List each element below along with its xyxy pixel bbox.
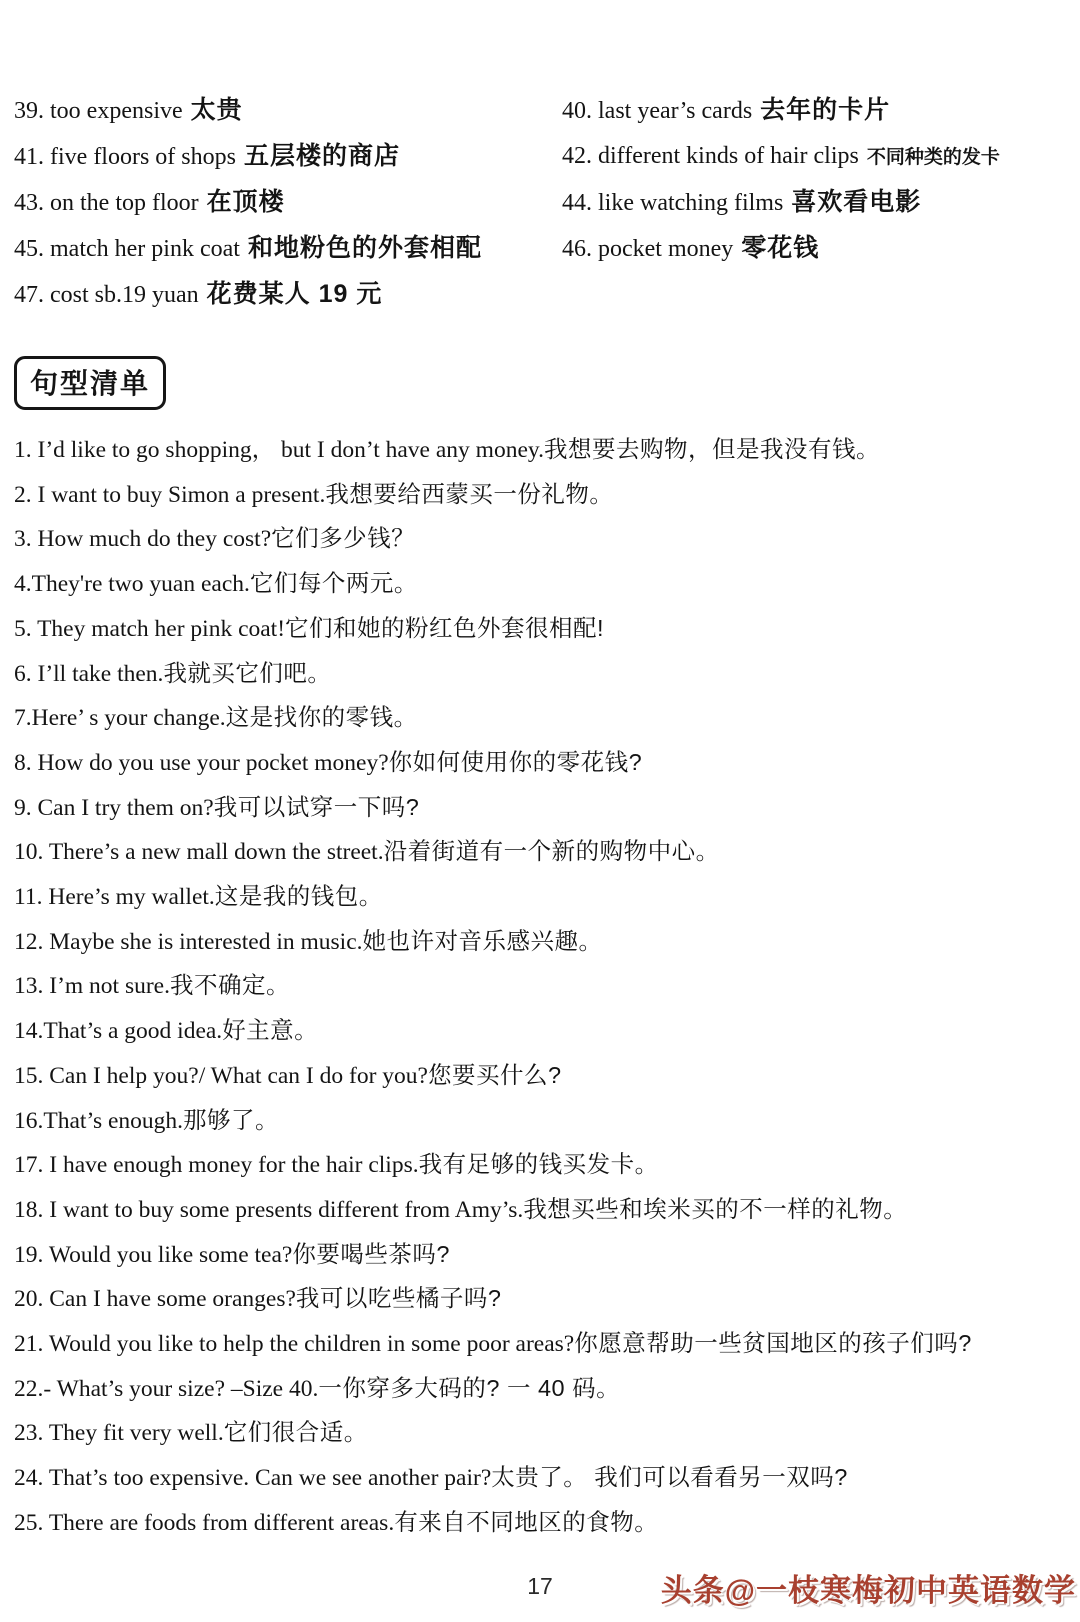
sentence-item: [14, 964, 1062, 1009]
vocab-chinese-text: 和地粉色的外套相配: [247, 234, 482, 262]
vocab-section: [14, 88, 1062, 318]
sentence-chinese-text: 沿着街道有一个新的购物中心。: [383, 838, 720, 865]
sentence-chinese-text: 我可以试穿一下吗?: [213, 793, 420, 820]
sentence-chinese-text: 它们很合适。: [223, 1419, 368, 1446]
vocab-chinese-text: 去年的卡片: [760, 96, 891, 124]
sentence-item: [14, 786, 1062, 831]
sentence-item: [14, 875, 1062, 920]
sentence-chinese-text: 太贵了。 我们可以看看另一双吗?: [491, 1464, 848, 1491]
vocab-chinese-text: 太贵: [190, 96, 243, 124]
sentence-chinese-text: 我可以吃些橘子吗?: [295, 1285, 502, 1312]
vocab-chinese-text: 不同种类的发卡: [866, 147, 1000, 168]
vocab-chinese-text: 喜欢看电影: [791, 188, 922, 216]
sentence-item: [14, 1277, 1062, 1322]
sentence-english-text: 2. I want to buy Simon a present.: [14, 481, 326, 508]
sentence-english-text: 1. I’d like to go shopping， but I don’t have any money.: [14, 437, 544, 463]
sentence-chinese-text: 这是我的钱包。: [214, 883, 383, 910]
sentence-item: [14, 1233, 1062, 1278]
sentence-english-text: 11. Here’s my wallet.: [14, 884, 215, 911]
sentence-item: [14, 1456, 1062, 1501]
sentence-english-text: 21. Would you like to help the children in some poor areas?: [14, 1331, 575, 1358]
sentence-item: [14, 1322, 1062, 1367]
sentence-item: [14, 1411, 1062, 1456]
sentence-chinese-text: 有来自不同地区的食物。: [394, 1508, 659, 1535]
vocab-english-text: 41. five floors of shops: [14, 144, 236, 170]
sentence-english-text: 15. Can I help you?/ What can I do for you?: [14, 1062, 428, 1089]
sentence-english-text: 7.Here’ s your change.: [14, 705, 226, 732]
vocab-item: [14, 226, 562, 272]
sentence-chinese-text: 它们多少钱？: [271, 525, 416, 552]
vocab-english-text: 44. like watching films: [562, 190, 784, 216]
vocab-english-text: 46. pocket money: [562, 236, 734, 262]
sentence-chinese-text: 这是找你的零钱。: [225, 704, 418, 731]
vocab-list-right: [562, 88, 1062, 272]
vocab-english-text: 42. different kinds of hair clips: [562, 143, 859, 169]
sentence-item: [14, 1188, 1062, 1233]
vocab-item: [562, 88, 1062, 134]
sentence-english-text: 24. That’s too expensive. Can we see another pair?: [14, 1465, 492, 1492]
sentence-item: [14, 1143, 1062, 1188]
sentence-item: [14, 1501, 1062, 1546]
vocab-item: [562, 134, 1062, 180]
sentence-item: [14, 652, 1062, 697]
sentence-chinese-text: 我想买些和埃米买的不一样的礼物。: [523, 1195, 908, 1222]
sentence-chinese-text: 我不确定。: [170, 972, 290, 999]
sentence-chinese-text: 她也许对音乐感兴趣。: [362, 927, 603, 954]
section-title-box: [14, 356, 166, 410]
sentence-chinese-text: 它们每个两元。: [249, 570, 418, 597]
sentence-item: [14, 562, 1062, 607]
sentence-english-text: 16.That’s enough.: [14, 1107, 184, 1134]
sentence-chinese-text: 你要喝些茶吗?: [292, 1240, 450, 1267]
sentence-english-text: 9. Can I try them on?: [14, 794, 214, 821]
sentence-item: [14, 741, 1062, 786]
sentence-english-text: 14.That’s a good idea.: [14, 1018, 223, 1045]
vocab-chinese-text: 在顶楼: [206, 188, 285, 216]
vocab-chinese-text: 零花钱: [741, 234, 820, 262]
sentence-english-text: 10. There’s a new mall down the street.: [14, 839, 384, 866]
sentence-chinese-text: 一你穿多大码的? 一 40 码。: [318, 1374, 621, 1401]
sentence-chinese-text: 它们和她的粉红色外套很相配!: [285, 614, 605, 641]
vocab-english-text: 40. last year’s cards: [562, 98, 753, 124]
sentence-chinese-text: 那够了。: [183, 1106, 280, 1133]
sentence-item: [14, 696, 1062, 741]
sentence-english-text: 18. I want to buy some presents different from Amy’s.: [14, 1196, 524, 1223]
vocab-item: [562, 226, 1062, 272]
sentence-item: [14, 830, 1062, 875]
sentence-item: [14, 473, 1062, 518]
vocab-list-left: [14, 88, 562, 318]
vocab-item: [14, 180, 562, 226]
sentence-english-text: 22.- What’s your size? –Size 40.: [14, 1375, 319, 1402]
sentence-chinese-text: 好主意。: [222, 1017, 319, 1044]
vocab-chinese-text: 花费某人 19 元: [206, 280, 383, 308]
vocab-english-text: 39. too expensive: [14, 98, 183, 124]
vocab-english-text: 47. cost sb.19 yuan: [14, 282, 199, 308]
watermark: 头条@一枝寒梅初中英语数学: [660, 1573, 1076, 1608]
sentence-list: [14, 428, 1062, 1546]
sentence-english-text: 4.They're two yuan each.: [14, 571, 250, 598]
vocab-item: [562, 180, 1062, 226]
sentence-english-text: 5. They match her pink coat!: [14, 615, 286, 642]
vocab-item: [14, 272, 562, 318]
section-title: 句型清单: [30, 368, 151, 399]
sentence-item: [14, 428, 1062, 473]
sentence-english-text: 17. I have enough money for the hair clips.: [14, 1152, 419, 1179]
sentence-english-text: 6. I’ll take then.: [14, 660, 164, 687]
sentence-english-text: 23. They fit very well.: [14, 1420, 224, 1447]
sentence-chinese-text: 你如何使用你的零花钱?: [388, 748, 643, 775]
sentence-item: [14, 1099, 1062, 1144]
sentence-english-text: 3. How much do they cost?: [14, 526, 272, 553]
sentence-english-text: 13. I’m not sure.: [14, 973, 170, 1000]
sentence-chinese-text: 我就买它们吧。: [163, 659, 332, 686]
vocab-item: [14, 134, 562, 180]
vocab-english-text: 45. match her pink coat: [14, 236, 240, 262]
sentence-chinese-text: 我想要给西蒙买一份礼物。: [325, 480, 614, 507]
sentence-english-text: 20. Can I have some oranges?: [14, 1286, 296, 1313]
sentence-item: [14, 920, 1062, 965]
sentence-item: [14, 607, 1062, 652]
sentence-chinese-text: 您要买什么?: [427, 1061, 562, 1088]
sentence-item: [14, 1367, 1062, 1412]
sentence-english-text: 12. Maybe she is interested in music.: [14, 928, 363, 955]
sentence-item: [14, 1054, 1062, 1099]
sentence-chinese-text: 你愿意帮助一些贫国地区的孩子们吗?: [574, 1330, 972, 1357]
vocab-english-text: 43. on the top floor: [14, 190, 199, 216]
vocab-item: [14, 88, 562, 134]
sentence-english-text: 25. There are foods from different areas.: [14, 1509, 395, 1536]
sentence-chinese-text: 我有足够的钱买发卡。: [418, 1151, 659, 1178]
sentence-item: [14, 517, 1062, 562]
vocab-chinese-text: 五层楼的商店: [243, 142, 400, 170]
sentence-english-text: 8. How do you use your pocket money?: [14, 749, 389, 776]
sentence-item: [14, 1009, 1062, 1054]
sentence-english-text: 19. Would you like some tea?: [14, 1241, 293, 1268]
sentence-chinese-text: 我想要去购物，但是我没有钱。: [543, 436, 880, 462]
page-number: 17: [527, 1573, 553, 1599]
